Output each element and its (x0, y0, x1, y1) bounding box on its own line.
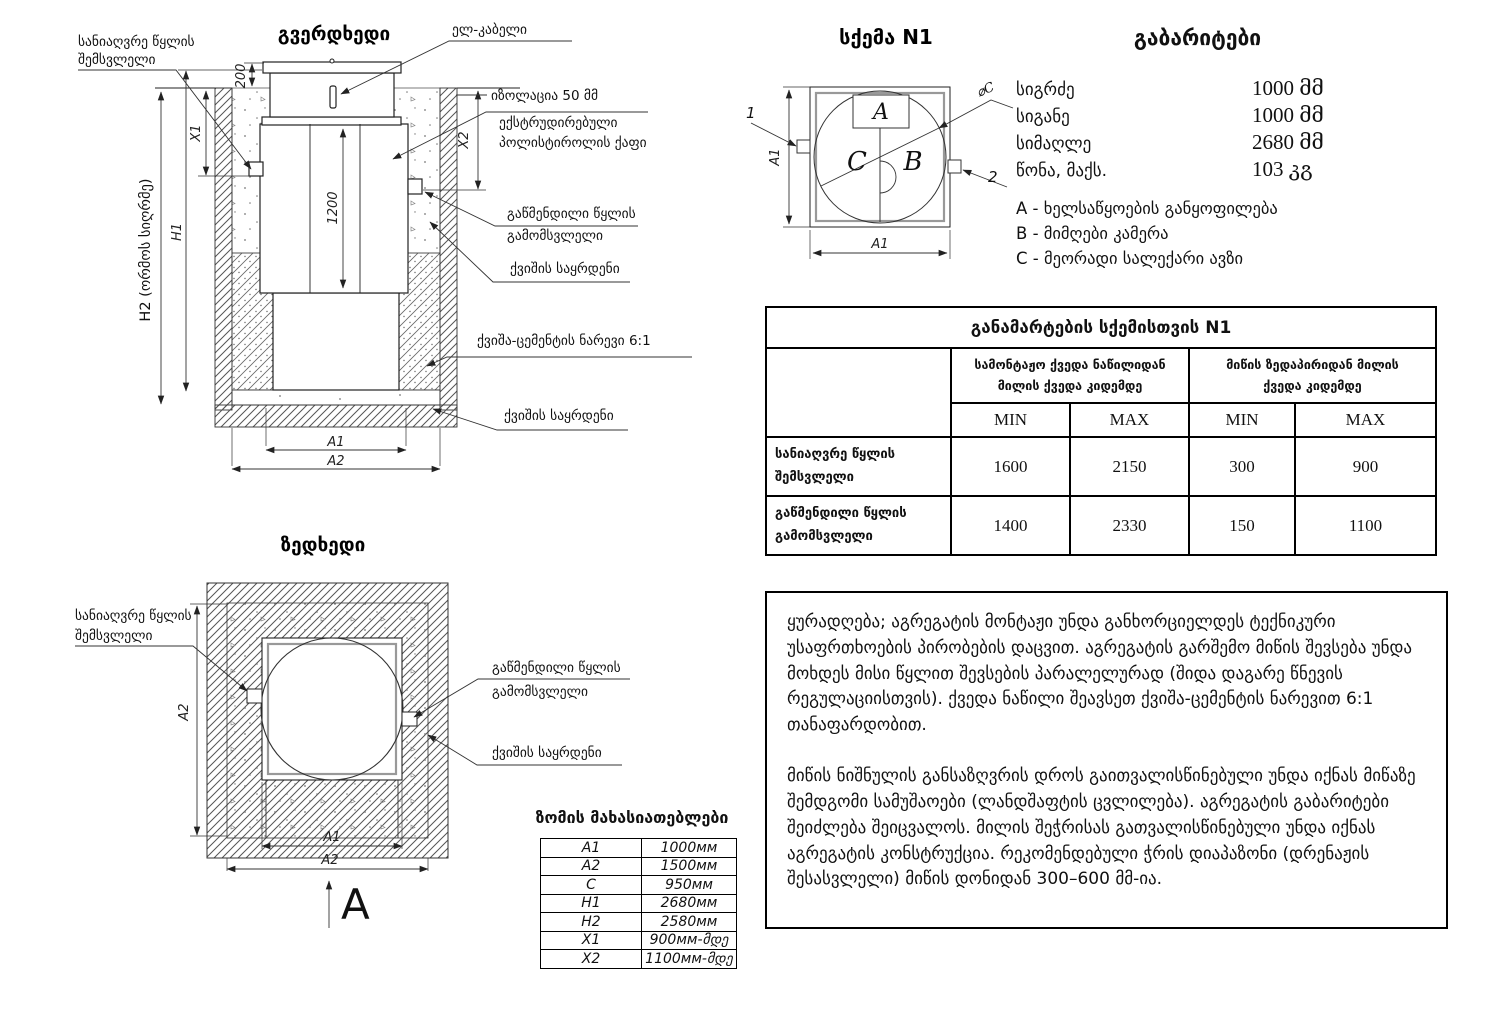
size-value: 1000мм (642, 839, 737, 858)
label-clean-water-outlet-top-1: გაწმენდილი წყლის (492, 660, 621, 676)
size-row (541, 931, 737, 950)
spec-table (765, 306, 1437, 556)
gabarits-label: სიგანე (1016, 107, 1070, 127)
mark-compartment-b: B (903, 147, 923, 177)
label-clean-water-outlet-1: გაწმენდილი წყლის (507, 206, 636, 222)
notes-paragraph-1: ყურადღება; აგრეგატის მონტაჟი უნდა განხორციელდეს ტექნიკური უსაფრთხოების პირობების დაცვით. აგრეგატის გარშემო მიწის შევსება უნდა მოხდეს მისი წყლით შევსების პარალელურად (შიდა დაგარე წნევის რეგულაციისთვის). ქვედა ნაწილი შეავსეთ ქვიშა-ცემენტის ნარევით 6:1 თანაფარდობით. (787, 612, 1413, 736)
label-insulation: იზოლაცია 50 მმ (491, 88, 599, 104)
spec-value: 2330 (1070, 496, 1189, 555)
size-value: 950мм (642, 876, 737, 895)
mark-diameter-c: ⌀C (974, 79, 997, 101)
spec-value: 150 (1189, 496, 1295, 555)
max-header: MAX (1070, 403, 1189, 437)
mark-compartment-a: A (873, 100, 889, 125)
spec-table-corner-cell (766, 348, 951, 437)
scheme-pipe-2-stub (948, 160, 961, 173)
side-view-drawing (78, 22, 692, 469)
spec-table-row (766, 496, 1436, 555)
size-value: 2680мм (642, 894, 737, 913)
gabarits-label: სიგრძე (1016, 80, 1075, 100)
size-row (541, 857, 737, 876)
dim-1200: 1200 (326, 191, 341, 225)
pipe-number-1: 1 (746, 104, 756, 122)
size-row (541, 913, 737, 932)
col-group-header-1: სამონტაჟო ქვედა ნაწილიდან მილის ქვედა კიდემდე (951, 348, 1189, 403)
size-param: H2 (541, 913, 642, 932)
size-table-title: ზომის მახასიათებლები (535, 808, 729, 827)
section-mark-a: A (341, 880, 370, 929)
label-polystyrene-foam-2: პოლისტიროლის ქაფი (499, 135, 647, 151)
size-param: H1 (541, 894, 642, 913)
label-stormwater-inlet-top-1: სანიაღვრე წყლის (75, 608, 192, 624)
gabarits-row-length (1016, 76, 1346, 103)
size-value: 2580мм (642, 913, 737, 932)
outlet-pipe-stub (408, 179, 422, 194)
size-table-container (540, 838, 737, 969)
dim-a1-top-view: A1 (323, 830, 341, 845)
size-param: X1 (541, 931, 642, 950)
spec-value: 900 (1295, 437, 1436, 496)
gabarits-label: სიმაღლე (1016, 134, 1092, 154)
spec-table-container (765, 306, 1437, 556)
dim-x2: X2 (457, 131, 472, 149)
legend-line-a: A - ხელსაწყოების განყოფილება (1016, 199, 1278, 218)
label-clean-water-outlet-2: გამომსვლელი (507, 228, 603, 244)
max-header: MAX (1295, 403, 1436, 437)
top-view-title: ზედხედი (280, 534, 366, 556)
side-view-title: გვერდხედი (277, 23, 391, 45)
dim-a1-scheme-left: A1 (768, 148, 783, 166)
label-stormwater-inlet-2: შემსვლელი (78, 52, 156, 68)
size-value: 900мм-მდე (642, 931, 737, 950)
label-sand-support-bottom: ქვიშის საყრდენი (504, 408, 614, 424)
legend-line-b: B - მიმღები კამერა (1016, 224, 1169, 243)
min-header: MIN (1189, 403, 1295, 437)
gabarits-title: გაბარიტები (1133, 26, 1262, 50)
spec-value: 1600 (951, 437, 1070, 496)
size-param: A2 (541, 857, 642, 876)
label-sand-cement-mix: ქვიშა-ცემენტის ნარევი 6:1 (477, 333, 651, 349)
mark-compartment-c: C (847, 147, 867, 177)
spec-table-title: განამარტების სქემისთვის N1 (766, 307, 1436, 348)
dim-a1-scheme-bottom: A1 (871, 237, 889, 252)
size-param: C (541, 876, 642, 895)
size-param: A1 (541, 839, 642, 858)
size-row (541, 950, 737, 969)
dim-a2-side: A2 (177, 703, 192, 721)
inlet-pipe-stub-top (247, 689, 262, 703)
min-header: MIN (951, 403, 1070, 437)
spec-row-label: გაწმენდილი წყლის გამომსვლელი (766, 496, 951, 555)
col-group-header-2: მიწის ზედაპირიდან მილის ქვედა კიდემდე (1189, 348, 1436, 403)
gabarits-label: წონა, მაქს. (1016, 161, 1108, 181)
dim-a1: A1 (327, 435, 345, 450)
size-value: 1500мм (642, 857, 737, 876)
spec-value: 1400 (951, 496, 1070, 555)
pipe-number-2: 2 (988, 168, 998, 186)
dim-a2-top-view: A2 (321, 853, 339, 868)
gabarits-list (1016, 76, 1346, 184)
gabarits-value: 103 კგ (1252, 157, 1313, 181)
outlet-pipe-stub-top (402, 712, 417, 726)
dim-h1: H1 (170, 222, 185, 242)
size-param: X2 (541, 950, 642, 969)
spec-value: 300 (1189, 437, 1295, 496)
gabarits-row-width (1016, 103, 1346, 130)
size-row (541, 839, 737, 858)
legend-line-c: C - მეორადი სალექარი ავზი (1016, 249, 1244, 268)
gabarits-row-weight (1016, 157, 1346, 184)
label-clean-water-outlet-top-2: გამომსვლელი (492, 684, 588, 700)
gabarits-value: 1000 მმ (1252, 103, 1324, 127)
dim-a2: A2 (327, 454, 345, 469)
cable-slot (330, 86, 336, 108)
gabarits-row-height (1016, 130, 1346, 157)
dim-h2-pit-depth: H2 (ორმოს სიღრმე) (138, 178, 154, 322)
installation-notes-box (765, 591, 1448, 929)
scheme-pipe-1-stub (797, 140, 810, 153)
spec-value: 2150 (1070, 437, 1189, 496)
notes-paragraph-2: მიწის ნიშნულის განსაზღვრის დროს გაითვალისწინებული უნდა იქნას მიწაზე შემდგომი სამუშაოები (ლანდშაფტის ცვლილება). აგრეგატის გაბარიტები შეიძლება შეიცვალოს. მილის შეჭრისას გათვალისწინებული უნდა იქნას აგრეგატის კონსტრუქცია. რეკომენდებული ჭრის დიაპაზონი (დრენაჟის შესასვლელი) მიწის დონიდან 300–600 მმ-ია. (787, 766, 1416, 890)
size-row (541, 876, 737, 895)
label-electric-cable: ელ-კაბელი (452, 22, 528, 38)
spec-row-label: სანიაღვრე წყლის შემსვლელი (766, 437, 951, 496)
dim-200: 200 (234, 63, 249, 89)
inlet-pipe-stub (249, 162, 263, 176)
gabarits-value: 1000 მმ (1252, 76, 1324, 100)
label-stormwater-inlet-top-2: შემსვლელი (75, 628, 153, 644)
dim-x1: X1 (189, 124, 204, 142)
label-sand-support-top-view: ქვიშის საყრდენი (492, 745, 602, 761)
spec-table-row (766, 437, 1436, 496)
scheme-n1-drawing (746, 25, 1013, 259)
label-stormwater-inlet-1: სანიაღვრე წყლის (78, 34, 195, 50)
compartment-legend (1016, 196, 1376, 271)
size-table (540, 838, 737, 969)
label-polystyrene-foam-1: ექსტრუდირებული (499, 115, 618, 131)
scheme-title: სქემა N1 (839, 25, 933, 49)
gabarits-value: 2680 მმ (1252, 130, 1324, 154)
size-row (541, 894, 737, 913)
label-sand-support-top: ქვიშის საყრდენი (510, 261, 620, 277)
spec-value: 1100 (1295, 496, 1436, 555)
size-value: 1100мм-მდე (642, 950, 737, 969)
